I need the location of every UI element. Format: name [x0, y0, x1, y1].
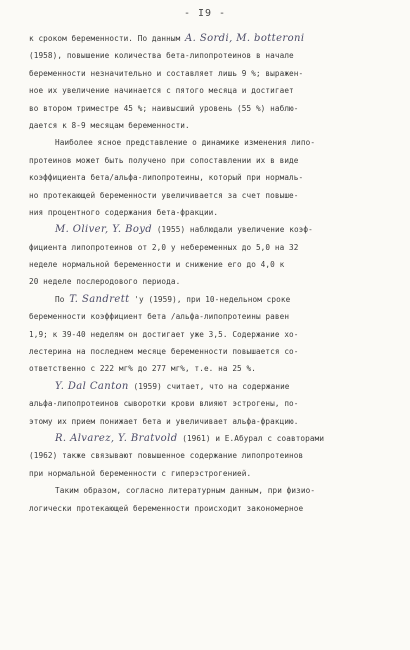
handwritten-author-name: R. Alvarez, Y. Bratvold — [55, 432, 178, 444]
text-line — [29, 430, 381, 447]
text-line — [29, 500, 381, 517]
typed-text: неделе нормальной беременности и снижение его до 4,0 к — [29, 260, 285, 270]
text-line — [29, 308, 381, 325]
handwritten-author-name: T. Sandrett — [69, 293, 130, 305]
handwritten-author-name: A. Sordi, M. botteroni — [185, 33, 305, 44]
text-line — [29, 82, 381, 99]
typed-text: (1955) наблюдали увеличение коэф- — [152, 225, 313, 235]
typed-text: 20 неделе послеродового периода. — [29, 277, 181, 287]
typed-text: при нормальной беременности с гиперэстрогенией. — [29, 468, 252, 478]
typed-text: ния процентного содержания бета-фракции. — [29, 207, 219, 217]
text-line — [29, 187, 381, 204]
typed-text: ответственно с 222 мг% до 277 мг%, т.е. на 25 %. — [29, 364, 256, 374]
typed-text: но протекающей беременности увеличивается за счет повыше- — [29, 190, 299, 200]
text-line — [29, 273, 381, 290]
text-line — [29, 360, 381, 377]
typed-text: протеинов может быть получено при сопоставлении их в виде — [29, 155, 299, 165]
text-line — [29, 204, 381, 221]
text-line — [29, 169, 381, 186]
typed-text: лестерина на последнем месяце беременности повышается со- — [29, 347, 299, 357]
typed-text: беременности незначительно и составляет лишь 9 %; выражен- — [29, 68, 304, 78]
typed-text: логически протекающей беременности происходит закономерное — [29, 503, 304, 513]
text-line — [29, 395, 381, 412]
text-line — [29, 326, 381, 343]
typed-text: этому их прием понижает бета и увеличивает альфа-фракцию. — [29, 416, 299, 426]
text-line — [29, 221, 381, 238]
typed-text: (1962) также связывают повышенное содержание липопротеинов — [29, 451, 304, 461]
text-line — [29, 239, 381, 256]
typed-text: беременности коэффициент бета /альфа-липопротеины равен — [29, 312, 290, 322]
typed-text: к сроком беременности. По данным — [29, 34, 186, 43]
text-line — [29, 465, 381, 482]
text-line — [29, 482, 381, 499]
typed-text: ное их увеличение начинается с пятого месяца и достигает — [29, 86, 294, 96]
text-line — [29, 47, 381, 64]
handwritten-author-name: M. Oliver, Y. Boyd — [55, 224, 153, 236]
typed-text: альфа-липопротеинов сыворотки крови влияют эстрогены, по- — [29, 399, 299, 409]
text-line — [29, 100, 381, 117]
page-number: - I9 - — [183, 8, 227, 19]
typed-text: 1,9; к 39-40 неделям он достигает уже 3,5. Содержание хо- — [29, 329, 299, 339]
text-line — [29, 134, 381, 151]
text-line — [29, 65, 381, 82]
typed-text: коэффициента бета/альфа-липопротеины, который при нормаль- — [29, 173, 304, 183]
typed-text: фициента липопротеинов от 2,0 у небеременных до 5,0 на 32 — [29, 242, 299, 252]
typed-text: По — [55, 294, 70, 304]
text-line — [29, 378, 381, 395]
text-line — [29, 447, 381, 464]
text-line — [29, 30, 381, 47]
text-line — [29, 413, 381, 430]
text-line — [29, 256, 381, 273]
text-line — [29, 291, 381, 308]
text-line — [29, 152, 381, 169]
handwritten-author-name: Y. Dal Canton — [55, 380, 129, 392]
typed-text: 'у (1959), при 10-недельном сроке — [129, 294, 291, 304]
body-text — [29, 30, 381, 517]
typed-text: во втором триместре 45 %; наивысший уровень (55 %) наблю- — [29, 103, 299, 113]
typed-text: Таким образом, согласно литературным данным, при физио- — [55, 486, 316, 496]
typed-text: (1958), повышение количества бета-липопротеинов в начале — [29, 51, 294, 61]
typed-text: Наиболее ясное представление о динамике изменения липо- — [55, 138, 316, 148]
typed-text: дается к 8-9 месяцам беременности. — [29, 120, 190, 130]
text-line — [29, 117, 381, 134]
typed-text: (1961) и Е.Абурал с соавторами — [177, 433, 325, 443]
text-line — [29, 343, 381, 360]
typed-text: (1959) считает, что на содержание — [128, 381, 290, 391]
